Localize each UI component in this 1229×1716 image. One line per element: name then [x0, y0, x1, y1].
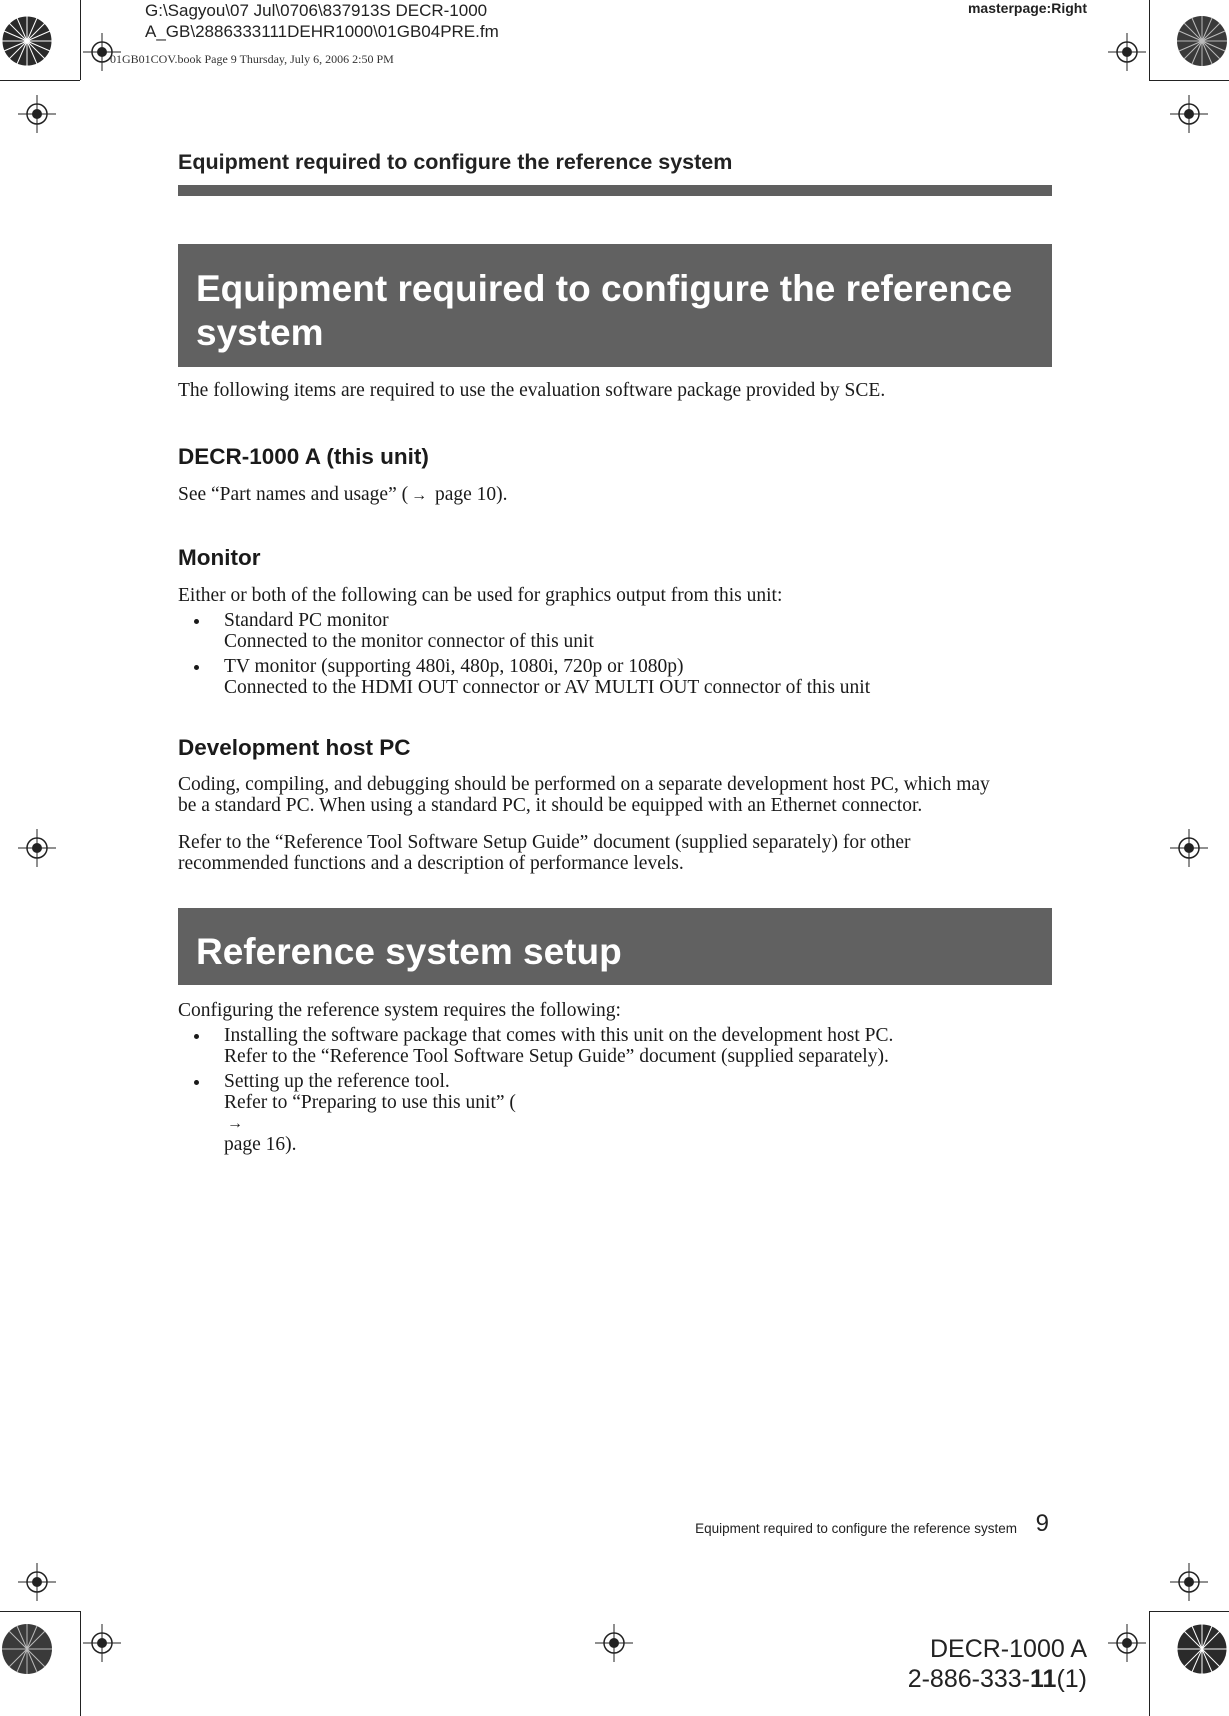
running-header: Equipment required to configure the reference system: [178, 150, 733, 174]
running-header-rule: [178, 185, 1052, 196]
print-path-line2: A_GB\2886333111DEHR1000\01GB04PRE.fm: [145, 22, 499, 41]
crop-line: [0, 80, 80, 81]
page-number: 9: [1035, 1510, 1049, 1537]
intro-paragraph: The following items are required to use the evaluation software package provided by SCE.: [178, 380, 886, 401]
dev-pc-p1-line2: be a standard PC. When using a standard PC, it should be equipped with an Ethernet connector.: [178, 795, 923, 816]
unit-reference-text: [178, 484, 1052, 506]
footer-section-title: Equipment required to configure the reference system: [695, 1521, 1017, 1536]
color-bar-starburst-icon: [0, 14, 54, 68]
heading-this-unit: DECR-1000 A (this unit): [178, 444, 429, 469]
section-setup-body: [178, 1000, 1052, 1159]
crop-line: [1149, 80, 1229, 81]
print-file-path: [145, 0, 499, 42]
heading-monitor: Monitor: [178, 545, 261, 570]
unit-ref-after: page 10).: [430, 484, 508, 505]
list-item: [224, 1025, 1052, 1067]
list-item-line1: Setting up the reference tool.: [224, 1071, 450, 1092]
registration-mark-icon: [18, 829, 56, 867]
list-item-line2: Connected to the HDMI OUT connector or AV MULTI OUT connector of this unit: [224, 677, 871, 698]
dev-pc-p2-line2: recommended functions and a description of performance levels.: [178, 853, 684, 874]
dev-pc-p1-line1: Coding, compiling, and debugging should be performed on a separate development host PC, which may: [178, 774, 990, 795]
unit-ref-before: See “Part names and usage” (: [178, 484, 409, 505]
monitor-list: [178, 610, 1052, 698]
color-bar-starburst-icon: [1175, 1622, 1229, 1676]
list-item-line1: Standard PC monitor: [224, 610, 389, 631]
print-path-line1: G:\Sagyou\07 Jul\0706\837913S DECR-1000: [145, 1, 488, 20]
monitor-intro: Either or both of the following can be used for graphics output from this unit:: [178, 585, 783, 606]
section-banner-equipment: [178, 244, 1052, 367]
section-title-line2: system: [196, 312, 324, 353]
registration-mark-icon: [1108, 33, 1146, 71]
registration-mark-icon: [1108, 1624, 1146, 1662]
dev-pc-p2-line1: Refer to the “Reference Tool Software Setup Guide” document (supplied separately) for other: [178, 832, 911, 853]
book-info: 01GB01COV.book Page 9 Thursday, July 6, 2006 2:50 PM: [110, 52, 394, 66]
dev-pc-paragraph-2: [178, 832, 1052, 874]
crop-line: [80, 0, 81, 80]
section-title-line1: Equipment required to configure the reference: [196, 268, 1013, 309]
setup-ref-after: page 16).: [224, 1134, 297, 1155]
part-prefix: 2-886-333-: [907, 1665, 1030, 1693]
list-item: [224, 610, 1052, 652]
registration-mark-icon: [1170, 829, 1208, 867]
page-arrow-icon: →: [411, 487, 428, 504]
crop-line: [1149, 1611, 1229, 1612]
masterpage-label: masterpage:Right: [967, 0, 1087, 16]
registration-mark-icon: [18, 95, 56, 133]
color-bar-starburst-icon: [1175, 14, 1229, 68]
crop-line: [1149, 0, 1150, 80]
list-item-line2: Connected to the monitor connector of this unit: [224, 631, 594, 652]
list-item-line2: Refer to the “Reference Tool Software Setup Guide” document (supplied separately).: [224, 1046, 889, 1067]
registration-mark-icon: [1170, 95, 1208, 133]
crop-line: [1149, 1611, 1150, 1716]
crop-line: [80, 1611, 81, 1716]
registration-mark-icon: [1170, 1563, 1208, 1601]
crop-line: [0, 1611, 80, 1612]
registration-mark-icon: [83, 1624, 121, 1662]
section-banner-setup: Reference system setup: [178, 908, 1052, 985]
part-bold: 11: [1030, 1665, 1057, 1693]
setup-intro: Configuring the reference system requires the following:: [178, 1000, 621, 1021]
section-equipment-body: [178, 380, 1052, 874]
page-arrow-icon: →: [227, 1115, 243, 1132]
list-item: [224, 1071, 1052, 1155]
list-item-line2: [224, 1092, 1052, 1155]
heading-development-host-pc: Development host PC: [178, 735, 411, 760]
model-name: DECR-1000 A: [929, 1635, 1087, 1663]
color-bar-starburst-icon: [0, 1622, 54, 1676]
dev-pc-paragraph-1: [178, 774, 1052, 816]
list-item-line1: Installing the software package that comes with this unit on the development host PC.: [224, 1025, 894, 1046]
list-item: [224, 656, 1052, 698]
part-suffix: (1): [1056, 1665, 1087, 1693]
setup-list: [178, 1025, 1052, 1155]
list-item-line1: TV monitor (supporting 480i, 480p, 1080i, 720p or 1080p): [224, 656, 684, 677]
model-code: [908, 1634, 1087, 1694]
setup-ref-before: Refer to “Preparing to use this unit” (: [224, 1092, 516, 1113]
registration-mark-icon: [595, 1624, 633, 1662]
model-part-number: [908, 1664, 1087, 1694]
registration-mark-icon: [18, 1563, 56, 1601]
